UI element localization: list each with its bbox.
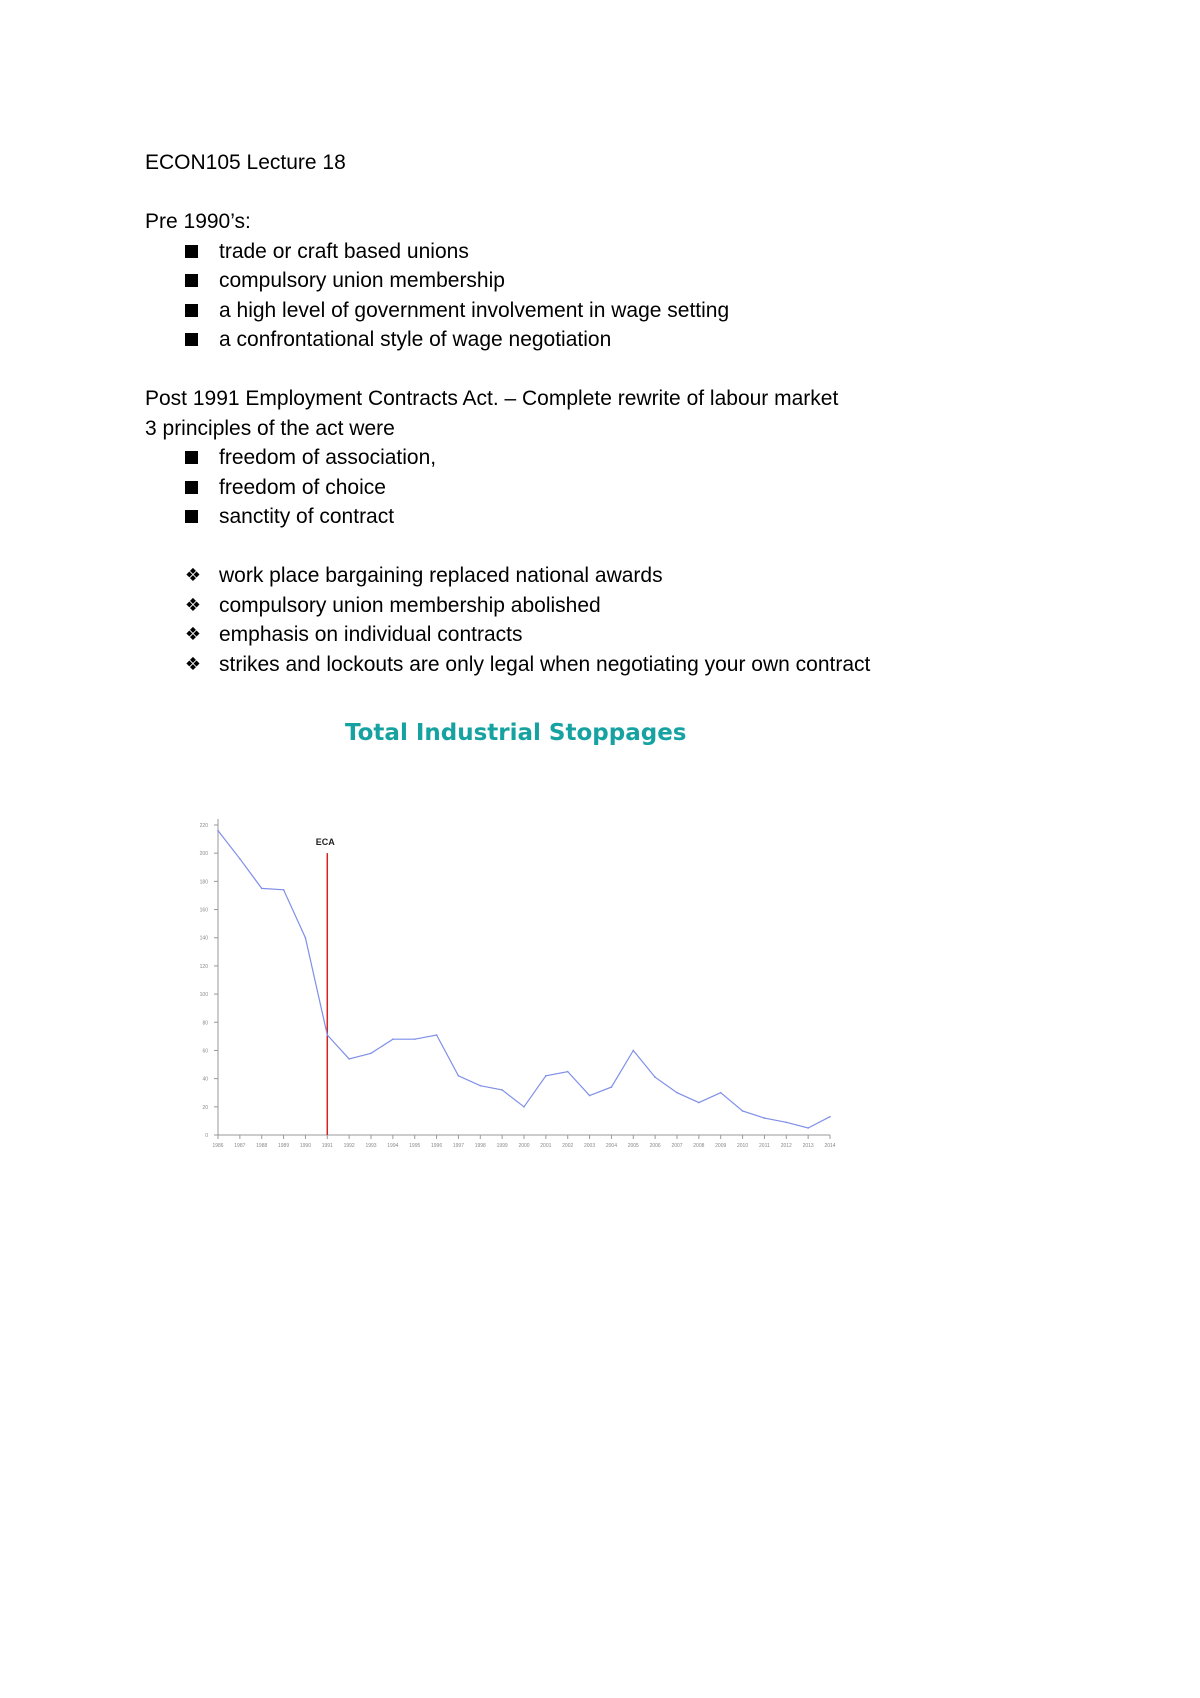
x-tick-label: 2001 <box>540 1143 552 1149</box>
document-title: ECON105 Lecture 18 <box>145 151 346 174</box>
post1991-heading: Post 1991 Employment Contracts Act. – Complete rewrite of labour market <box>145 387 839 410</box>
data-point <box>261 888 263 890</box>
x-tick-label: 1988 <box>256 1143 268 1149</box>
spacer <box>145 178 1145 208</box>
pre1990-list <box>145 237 1145 355</box>
data-point <box>807 1127 809 1129</box>
chart-series <box>217 830 831 1129</box>
x-tick-label: 2004 <box>605 1143 617 1149</box>
data-point <box>458 1075 460 1077</box>
x-tick-label: 2013 <box>802 1143 814 1149</box>
data-point <box>829 1116 831 1118</box>
y-tick-label: 180 <box>199 879 208 886</box>
data-point <box>217 830 219 832</box>
x-tick-label: 2014 <box>824 1143 836 1149</box>
x-tick-label: 1998 <box>474 1143 486 1149</box>
y-tick-label: 220 <box>199 823 208 829</box>
data-point <box>698 1102 700 1104</box>
list-item <box>145 237 1145 267</box>
chart-axes <box>200 819 836 1149</box>
y-tick-label: 40 <box>202 1076 208 1083</box>
x-tick-label: 1990 <box>299 1143 311 1149</box>
list-item <box>145 561 1145 591</box>
square-bullet-icon <box>185 333 198 346</box>
data-point <box>545 1075 547 1077</box>
data-point <box>305 937 307 939</box>
x-tick-label: 2002 <box>562 1143 574 1149</box>
principles-list <box>145 443 1145 532</box>
list-item <box>145 266 1145 296</box>
data-point <box>348 1058 350 1060</box>
data-point <box>370 1052 372 1054</box>
x-tick-label: 1991 <box>321 1143 333 1149</box>
x-tick-label: 2012 <box>780 1143 792 1149</box>
x-tick-label: 1997 <box>452 1143 464 1149</box>
x-tick-label: 1987 <box>234 1143 246 1149</box>
list-item <box>145 443 1145 473</box>
list-item <box>145 650 1145 680</box>
y-tick-label: 140 <box>199 935 208 942</box>
changes-list <box>145 561 1145 679</box>
data-point <box>567 1071 569 1073</box>
data-point <box>785 1122 787 1124</box>
list-item-text: compulsory union membership <box>219 269 505 292</box>
data-point <box>283 889 285 891</box>
pre1990-heading: Pre 1990’s: <box>145 210 251 233</box>
diamond-bullet-icon: ❖ <box>184 565 202 586</box>
spacer <box>145 355 1145 385</box>
x-tick-label: 1999 <box>496 1143 508 1149</box>
list-item <box>145 502 1145 532</box>
list-item-text: strikes and lockouts are only legal when negotiating your own contract <box>219 652 871 676</box>
square-bullet-icon <box>185 510 198 523</box>
square-bullet-icon <box>185 245 198 258</box>
y-tick-label: 160 <box>199 907 208 914</box>
data-point <box>764 1117 766 1119</box>
data-point <box>611 1086 613 1088</box>
square-bullet-icon <box>185 481 198 494</box>
data-point <box>720 1092 722 1094</box>
y-tick-label: 80 <box>202 1020 208 1027</box>
x-tick-label: 1995 <box>409 1143 421 1149</box>
list-item <box>145 325 1145 355</box>
list-item-text: a confrontational style of wage negotiation <box>219 328 612 351</box>
y-tick-label: 60 <box>202 1048 208 1055</box>
y-tick-label: 100 <box>199 992 208 999</box>
x-tick-label: 1989 <box>278 1143 290 1149</box>
x-tick-label: 1993 <box>365 1143 377 1149</box>
x-tick-label: 2006 <box>649 1143 661 1149</box>
diamond-bullet-icon: ❖ <box>184 624 202 645</box>
data-point <box>239 858 241 860</box>
list-item-text: sanctity of contract <box>219 505 395 528</box>
x-tick-label: 2010 <box>737 1143 749 1149</box>
data-point <box>392 1038 394 1040</box>
data-point <box>676 1092 678 1094</box>
chart-heading: Total Industrial Stoppages <box>345 720 687 746</box>
list-item <box>145 473 1145 503</box>
x-tick-label: 2003 <box>584 1143 596 1149</box>
y-tick-label: 20 <box>202 1104 208 1111</box>
diamond-bullet-icon: ❖ <box>184 594 202 616</box>
x-tick-label: 1992 <box>343 1143 355 1149</box>
data-point <box>436 1034 438 1036</box>
x-tick-label: 2000 <box>518 1143 530 1149</box>
x-tick-label: 2009 <box>715 1143 727 1149</box>
square-bullet-icon <box>185 304 198 317</box>
list-item-text: freedom of association, <box>219 446 437 469</box>
eca-marker-label: ECA <box>315 837 335 848</box>
data-point <box>523 1106 525 1108</box>
diamond-bullet-icon: ❖ <box>184 653 202 675</box>
list-item-text: a high level of government involvement in wage setting <box>219 298 730 322</box>
square-bullet-icon <box>185 451 198 464</box>
x-tick-label: 1986 <box>212 1143 224 1149</box>
y-tick-label: 0 <box>205 1133 208 1139</box>
square-bullet-icon <box>185 274 198 287</box>
post1991-subheading: 3 principles of the act were <box>145 416 395 440</box>
data-point <box>742 1110 744 1112</box>
list-item-text: work place bargaining replaced national awards <box>219 564 663 587</box>
list-item-text: emphasis on individual contracts <box>219 623 523 646</box>
stoppages-series-line <box>218 831 830 1128</box>
x-tick-label: 2007 <box>671 1143 683 1149</box>
data-point <box>326 1034 328 1036</box>
spacer <box>145 532 1145 562</box>
data-point <box>501 1089 503 1091</box>
list-item-text: freedom of choice <box>219 475 386 499</box>
x-tick-label: 2005 <box>627 1143 639 1149</box>
list-item-text: compulsory union membership abolished <box>219 593 601 617</box>
list-item <box>145 620 1145 650</box>
y-tick-label: 120 <box>199 963 208 970</box>
document-body <box>145 148 1145 679</box>
data-point <box>479 1085 481 1087</box>
data-point <box>632 1050 634 1052</box>
x-tick-label: 2011 <box>759 1143 770 1149</box>
x-tick-label: 1994 <box>387 1143 399 1149</box>
stoppages-chart <box>190 780 840 1160</box>
chart-annotations <box>316 837 336 1135</box>
x-tick-label: 1996 <box>431 1143 443 1149</box>
x-tick-label: 2008 <box>693 1143 705 1149</box>
y-tick-label: 200 <box>199 851 208 858</box>
list-item-text: trade or craft based unions <box>219 239 469 263</box>
list-item <box>145 296 1145 326</box>
data-point <box>589 1095 591 1097</box>
data-point <box>654 1076 656 1078</box>
data-point <box>414 1038 416 1040</box>
list-item <box>145 591 1145 621</box>
